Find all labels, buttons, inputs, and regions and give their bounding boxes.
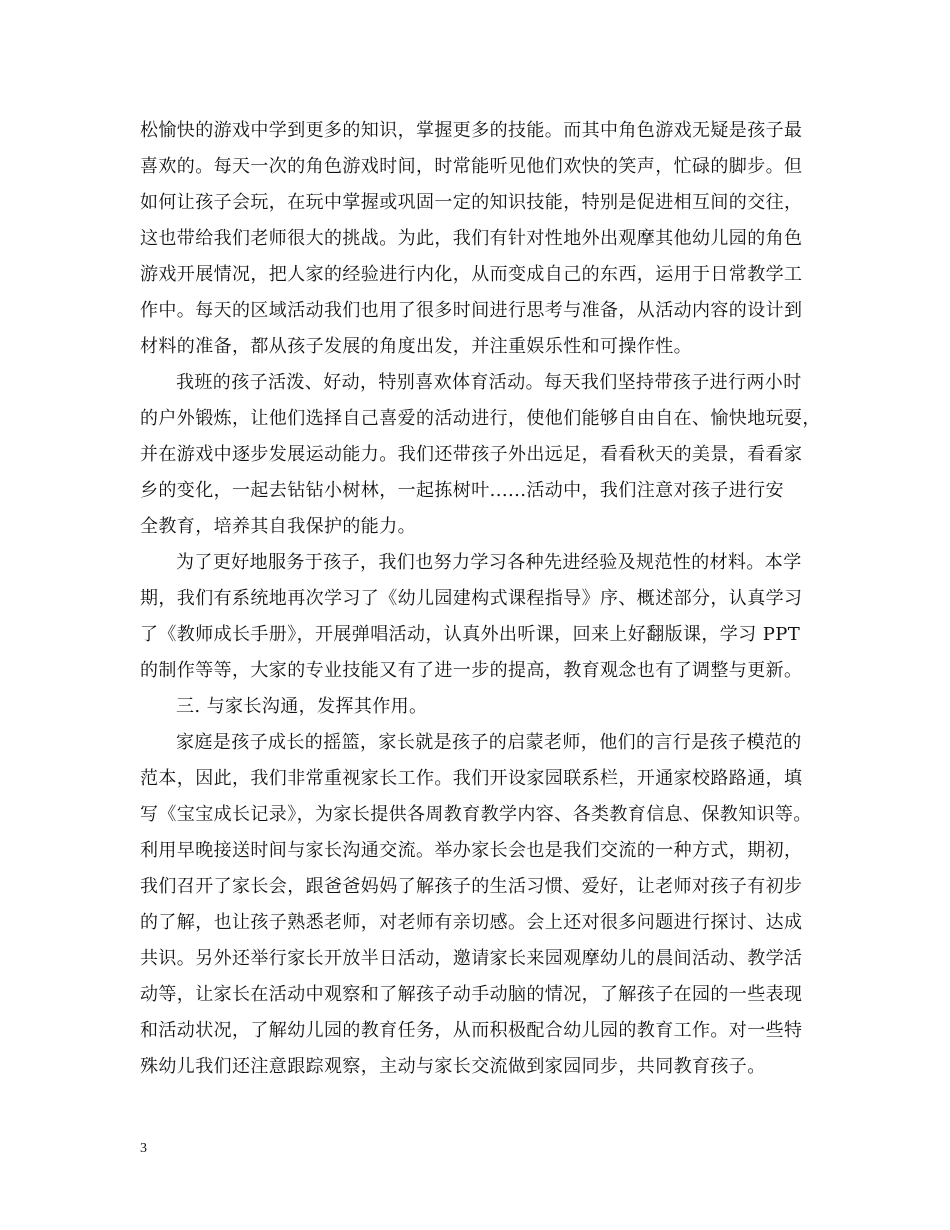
text-line: 共识。另外还举行家长开放半日活动，邀请家长来园观摩幼儿的晨间活动、教学活 bbox=[140, 948, 803, 969]
text-line: 松愉快的游戏中学到更多的知识，掌握更多的技能。而其中角色游戏无疑是孩子最 bbox=[140, 120, 803, 141]
text-line: 并在游戏中逐步发展运动能力。我们还带孩子外出远足，看看秋天的美景，看看家 bbox=[140, 444, 803, 465]
text-line: 写《宝宝成长记录》，为家长提供各周教育教学内容、各类教育信息、保教知识等。 bbox=[140, 804, 812, 825]
text-line: 的制作等等，大家的专业技能又有了进一步的提高，教育观念也有了调整与更新。 bbox=[140, 660, 803, 681]
text-line: 范本，因此，我们非常重视家长工作。我们开设家园联系栏，开通家校路路通，填 bbox=[140, 768, 803, 789]
text-line: 材料的准备，都从孩子发展的角度出发，并注重娱乐性和可操作性。 bbox=[140, 336, 692, 357]
text-line: 利用早晚接送时间与家长沟通交流。举办家长会也是我们交流的一种方式，期初， bbox=[140, 840, 803, 861]
text-line: 我们召开了家长会，跟爸爸妈妈了解孩子的生活习惯、爱好，让老师对孩子有初步 bbox=[140, 876, 803, 897]
paragraph-first-line: 为了更好地服务于孩子，我们也努力学习各种先进经验及规范性的材料。本学 bbox=[176, 552, 802, 573]
section-heading: 三. 与家长沟通，发挥其作用。 bbox=[176, 696, 428, 717]
text-line: 的户外锻炼，让他们选择自己喜爱的活动进行，使他们能够自由自在、愉快地玩耍， bbox=[140, 408, 821, 429]
text-line: 游戏开展情况，把人家的经验进行内化，从而变成自己的东西，运用于日常教学工 bbox=[140, 264, 803, 285]
page-number: 3 bbox=[140, 1141, 147, 1156]
text-line: 了《教师成长手册》，开展弹唱活动，认真外出听课，回来上好翻版课，学习 PPT bbox=[140, 624, 801, 645]
paragraph-first-line: 家庭是孩子成长的摇篮，家长就是孩子的启蒙老师，他们的言行是孩子模范的 bbox=[176, 732, 802, 753]
text-line: 如何让孩子会玩，在玩中掌握或巩固一定的知识技能，特别是促进相互间的交往， bbox=[140, 192, 803, 213]
text-line: 和活动状况，了解幼儿园的教育任务，从而积极配合幼儿园的教育工作。对一些特 bbox=[140, 1020, 803, 1041]
text-line: 殊幼儿我们还注意跟踪观察，主动与家长交流做到家园同步，共同教育孩子。 bbox=[140, 1056, 766, 1077]
text-line: 动等，让家长在活动中观察和了解孩子动手动脑的情况，了解孩子在园的一些表现 bbox=[140, 984, 803, 1005]
text-line: 喜欢的。每天一次的角色游戏时间，时常能听见他们欢快的笑声，忙碌的脚步。但 bbox=[140, 156, 803, 177]
text-line: 乡的变化，一起去钻钻小树林，一起拣树叶......活动中，我们注意对孩子进行安 bbox=[140, 480, 784, 501]
text-line: 的了解，也让孩子熟悉老师，对老师有亲切感。会上还对很多问题进行探讨、达成 bbox=[140, 912, 803, 933]
text-line: 作中。每天的区域活动我们也用了很多时间进行思考与准备，从活动内容的设计到 bbox=[140, 300, 803, 321]
text-line: 这也带给我们老师很大的挑战。为此，我们有针对性地外出观摩其他幼儿园的角色 bbox=[140, 228, 803, 249]
text-line: 期，我们有系统地再次学习了《幼儿园建构式课程指导》序、概述部分，认真学习 bbox=[140, 588, 803, 609]
paragraph-first-line: 我班的孩子活泼、好动，特别喜欢体育活动。每天我们坚持带孩子进行两小时 bbox=[176, 372, 802, 393]
text-line: 全教育，培养其自我保护的能力。 bbox=[140, 516, 416, 537]
